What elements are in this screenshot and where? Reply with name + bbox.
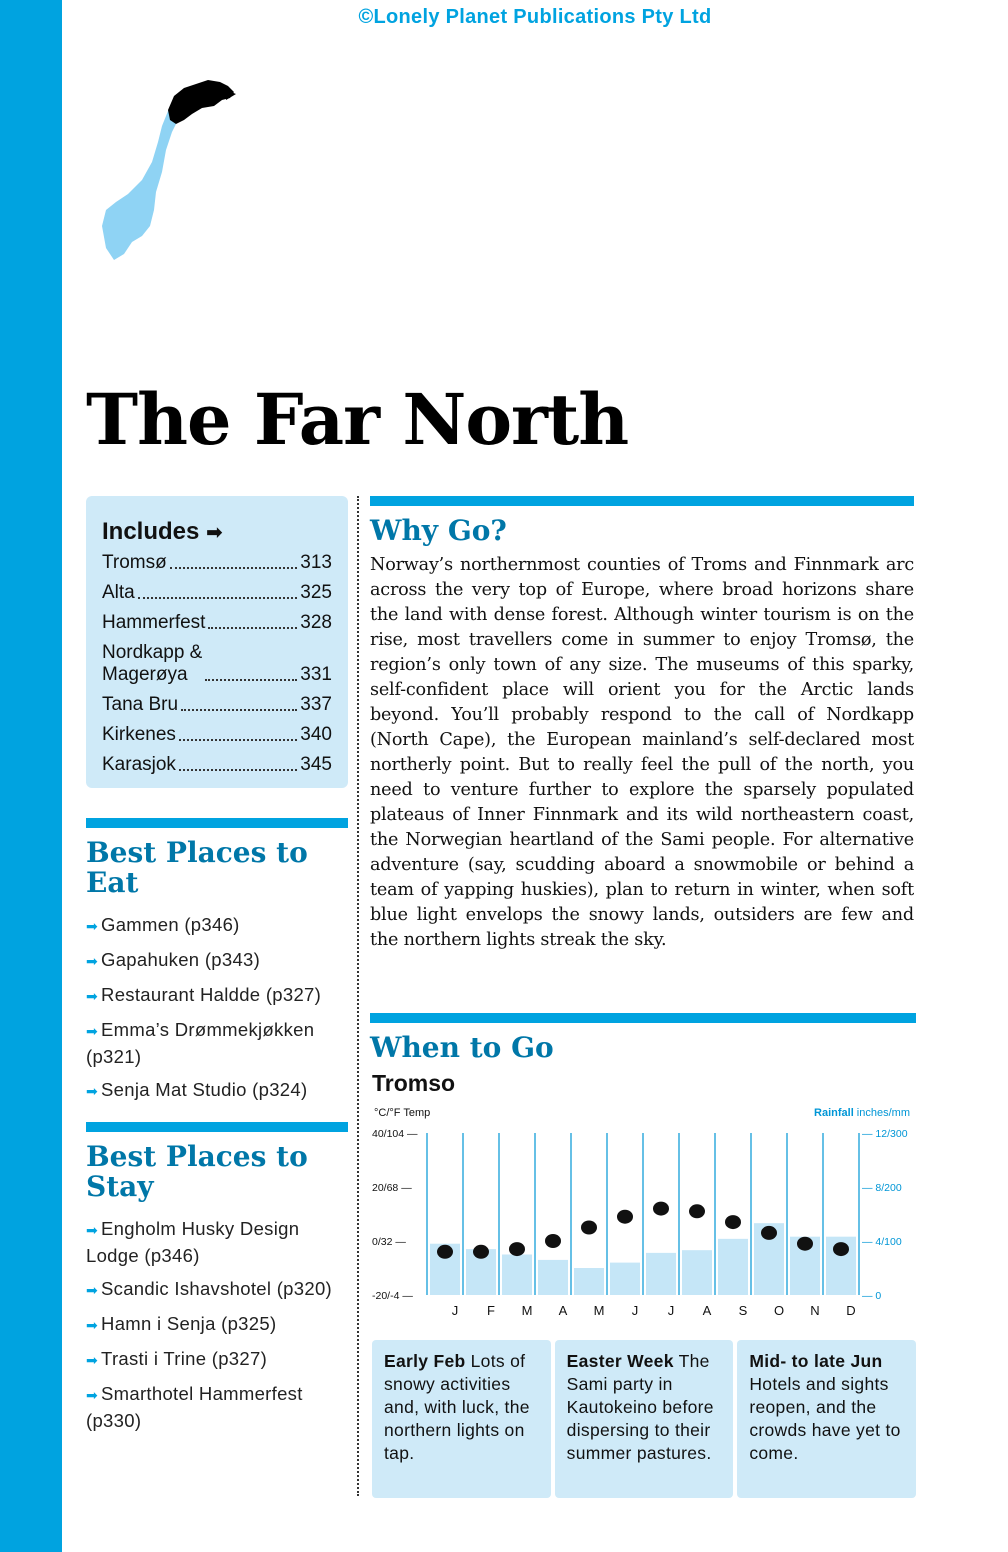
arrow-bullet-icon: ➡ bbox=[86, 1083, 99, 1099]
includes-item-name: Nordkapp & Magerøya bbox=[102, 642, 203, 685]
month-label: J bbox=[631, 1303, 639, 1318]
includes-item-name: Alta bbox=[102, 582, 135, 603]
stay-list-item[interactable] bbox=[86, 1381, 351, 1433]
stay-rule bbox=[86, 1122, 348, 1132]
event-text: The Sami party in Kautokeino before dispersing to their summer pastures. bbox=[566, 1351, 714, 1463]
stay-list bbox=[86, 1216, 351, 1441]
eat-item-label: Gammen (p346) bbox=[101, 914, 240, 935]
rain-axis-label: Rainfall inches/mm bbox=[814, 1107, 910, 1119]
climate-chart bbox=[370, 1100, 916, 1325]
temp-tick-label: -20/-4 — bbox=[372, 1290, 413, 1302]
stay-item-label: Hamn i Senja (p325) bbox=[101, 1313, 277, 1334]
rainfall-bar bbox=[538, 1260, 568, 1295]
arrow-bullet-icon: ➡ bbox=[86, 1222, 99, 1238]
rain-tick-label: — 8/200 bbox=[862, 1182, 902, 1194]
rainfall-bar bbox=[574, 1268, 604, 1295]
includes-item[interactable] bbox=[102, 642, 332, 686]
includes-heading: Includes ➡ bbox=[102, 518, 223, 545]
event-box bbox=[737, 1340, 916, 1498]
stay-list-item[interactable] bbox=[86, 1346, 351, 1373]
arrow-bullet-icon: ➡ bbox=[86, 1317, 99, 1333]
eat-list-item[interactable] bbox=[86, 947, 351, 974]
month-label: A bbox=[558, 1303, 568, 1318]
when-heading: When to Go bbox=[370, 1031, 554, 1064]
includes-list bbox=[102, 552, 332, 776]
why-go-text: Norway’s northernmost counties of Troms and Finnmark arc across the very top of Europe, where broad horizons share the land with dense forest. Although winter tourism is on the rise, most travellers come in summer to enjoy Tromsø, the region’s only town of any size. The museums of this sparky, self-confident place will orient you for the Arctic lands beyond. You’ll probably respond to the call of Nordkapp (North Cape), the European mainland’s self-declared most northerly point. But to really feel the pull of the north, you need to venture further to explore the sparsely populated plateaus of Inner Finnmark and its wild northeastern coast, the Norwegian heartland of the Sami people. For alternative adventure (say, scudding aboard a snowmobile or behind a team of yapping huskies), plan to return in winter, when soft blue light envelops the snowy lands, outsiders are few and the northern lights streak the sky. bbox=[370, 555, 914, 950]
temperature-point bbox=[581, 1221, 597, 1235]
temperature-point bbox=[509, 1242, 525, 1256]
events-panel bbox=[372, 1340, 916, 1498]
chart-city: Tromso bbox=[372, 1070, 456, 1096]
includes-item-page: 345 bbox=[300, 754, 332, 775]
dot-leader bbox=[170, 567, 298, 569]
includes-item-name: Tromsø bbox=[102, 552, 167, 573]
when-rule bbox=[370, 1013, 916, 1023]
month-label: S bbox=[738, 1303, 748, 1318]
stay-item-label: Scandic Ishavshotel (p320) bbox=[101, 1278, 332, 1299]
includes-item-name: Kirkenes bbox=[102, 724, 176, 745]
month-label: J bbox=[451, 1303, 459, 1318]
rainfall-bar bbox=[502, 1255, 532, 1296]
norway-locator-map bbox=[100, 76, 240, 262]
rain-tick-label: — 12/300 bbox=[862, 1128, 908, 1140]
month-label: O bbox=[773, 1303, 785, 1318]
eat-list-item[interactable] bbox=[86, 1017, 351, 1069]
eat-heading: Best Places to Eat bbox=[86, 836, 308, 899]
arrow-bullet-icon: ➡ bbox=[86, 1282, 99, 1298]
dot-leader bbox=[179, 739, 297, 741]
month-label: N bbox=[810, 1303, 820, 1318]
temperature-point bbox=[617, 1210, 633, 1224]
temperature-point bbox=[725, 1215, 741, 1229]
includes-item-name: Karasjok bbox=[102, 754, 176, 775]
dot-leader bbox=[181, 709, 297, 711]
includes-item-name: Hammerfest bbox=[102, 612, 206, 633]
eat-rule bbox=[86, 818, 348, 828]
eat-item-label: Senja Mat Studio (p324) bbox=[101, 1079, 308, 1100]
rainfall-bar bbox=[610, 1263, 640, 1295]
rain-tick-label: — 4/100 bbox=[862, 1236, 902, 1248]
event-title: Early Feb bbox=[384, 1351, 466, 1371]
event-text: Lots of snowy activities and, with luck, the northern lights on tap. bbox=[384, 1351, 530, 1463]
rainfall-bar bbox=[646, 1253, 676, 1295]
arrow-bullet-icon: ➡ bbox=[86, 1387, 99, 1403]
dot-leader bbox=[138, 597, 298, 599]
eat-list-item[interactable] bbox=[86, 982, 351, 1009]
includes-item[interactable] bbox=[102, 724, 332, 746]
temperature-point bbox=[689, 1204, 705, 1218]
stay-item-label: Smarthotel Hammerfest (p330) bbox=[86, 1383, 303, 1431]
temperature-point bbox=[653, 1202, 669, 1216]
arrow-bullet-icon: ➡ bbox=[86, 988, 99, 1004]
why-heading: Why Go? bbox=[370, 514, 507, 547]
event-box bbox=[372, 1340, 551, 1498]
why-rule bbox=[370, 496, 914, 506]
stay-list-item[interactable] bbox=[86, 1276, 351, 1303]
column-divider bbox=[357, 496, 359, 1496]
includes-box bbox=[86, 496, 348, 788]
includes-item-page: 325 bbox=[300, 582, 332, 603]
event-text: Hotels and sights reopen, and the crowds have yet to come. bbox=[749, 1374, 901, 1463]
temp-axis-label: °C/°F Temp bbox=[374, 1107, 431, 1119]
temperature-point bbox=[761, 1226, 777, 1240]
arrow-bullet-icon: ➡ bbox=[86, 918, 99, 934]
month-label: F bbox=[487, 1303, 495, 1318]
far-north-highlight bbox=[168, 80, 234, 124]
month-label: M bbox=[521, 1303, 533, 1318]
month-label: A bbox=[702, 1303, 712, 1318]
temperature-point bbox=[437, 1245, 453, 1259]
rainfall-bar bbox=[718, 1239, 748, 1295]
rain-tick-label: — 0 bbox=[862, 1290, 882, 1302]
includes-item-name: Tana Bru bbox=[102, 694, 179, 715]
page-title: The Far North bbox=[86, 378, 629, 461]
includes-item-page: 337 bbox=[300, 694, 332, 715]
event-title: Easter Week bbox=[566, 1351, 674, 1371]
event-box bbox=[555, 1340, 734, 1498]
temperature-point bbox=[545, 1234, 561, 1248]
temp-tick-label: 20/68 — bbox=[372, 1182, 412, 1194]
includes-item-page: 313 bbox=[300, 552, 332, 573]
eat-item-label: Gapahuken (p343) bbox=[101, 949, 261, 970]
arrow-bullet-icon: ➡ bbox=[86, 953, 99, 969]
temperature-point bbox=[473, 1245, 489, 1259]
stay-item-label: Trasti i Trine (p327) bbox=[101, 1348, 268, 1369]
temperature-point bbox=[833, 1242, 849, 1256]
includes-item[interactable] bbox=[102, 582, 332, 604]
month-label: M bbox=[593, 1303, 605, 1318]
arrow-right-icon: ➡ bbox=[206, 522, 223, 544]
eat-item-label: Restaurant Haldde (p327) bbox=[101, 984, 322, 1005]
arrow-bullet-icon: ➡ bbox=[86, 1023, 99, 1039]
dot-leader bbox=[208, 627, 297, 629]
includes-item[interactable] bbox=[102, 612, 332, 634]
includes-item-page: 340 bbox=[300, 724, 332, 745]
includes-item[interactable] bbox=[102, 694, 332, 716]
temp-tick-label: 0/32 — bbox=[372, 1236, 406, 1248]
eat-list-item[interactable] bbox=[86, 912, 351, 939]
stay-item-label: Engholm Husky Design Lodge (p346) bbox=[86, 1218, 300, 1266]
month-label: J bbox=[667, 1303, 675, 1318]
stay-heading: Best Places to Stay bbox=[86, 1140, 308, 1203]
norway-map-body bbox=[102, 106, 178, 260]
includes-item[interactable] bbox=[102, 552, 332, 574]
eat-list bbox=[86, 912, 351, 1112]
eat-item-label: Emma’s Drømmekjøkken (p321) bbox=[86, 1019, 315, 1067]
event-title: Mid- to late Jun bbox=[749, 1351, 883, 1371]
stay-list-item[interactable] bbox=[86, 1311, 351, 1338]
eat-list-item[interactable] bbox=[86, 1077, 351, 1104]
includes-item-page: 328 bbox=[300, 612, 332, 633]
temp-tick-label: 40/104 — bbox=[372, 1128, 418, 1140]
includes-item[interactable] bbox=[102, 754, 332, 776]
month-label: D bbox=[846, 1303, 856, 1318]
temperature-point bbox=[797, 1237, 813, 1251]
dot-leader bbox=[205, 679, 297, 681]
rainfall-bar bbox=[682, 1250, 712, 1295]
includes-item-page: 331 bbox=[300, 664, 332, 685]
arrow-bullet-icon: ➡ bbox=[86, 1352, 99, 1368]
copyright-notice: ©Lonely Planet Publications Pty Ltd bbox=[358, 6, 712, 28]
left-color-bar bbox=[0, 0, 62, 1552]
dot-leader bbox=[179, 769, 297, 771]
stay-list-item[interactable] bbox=[86, 1216, 351, 1268]
